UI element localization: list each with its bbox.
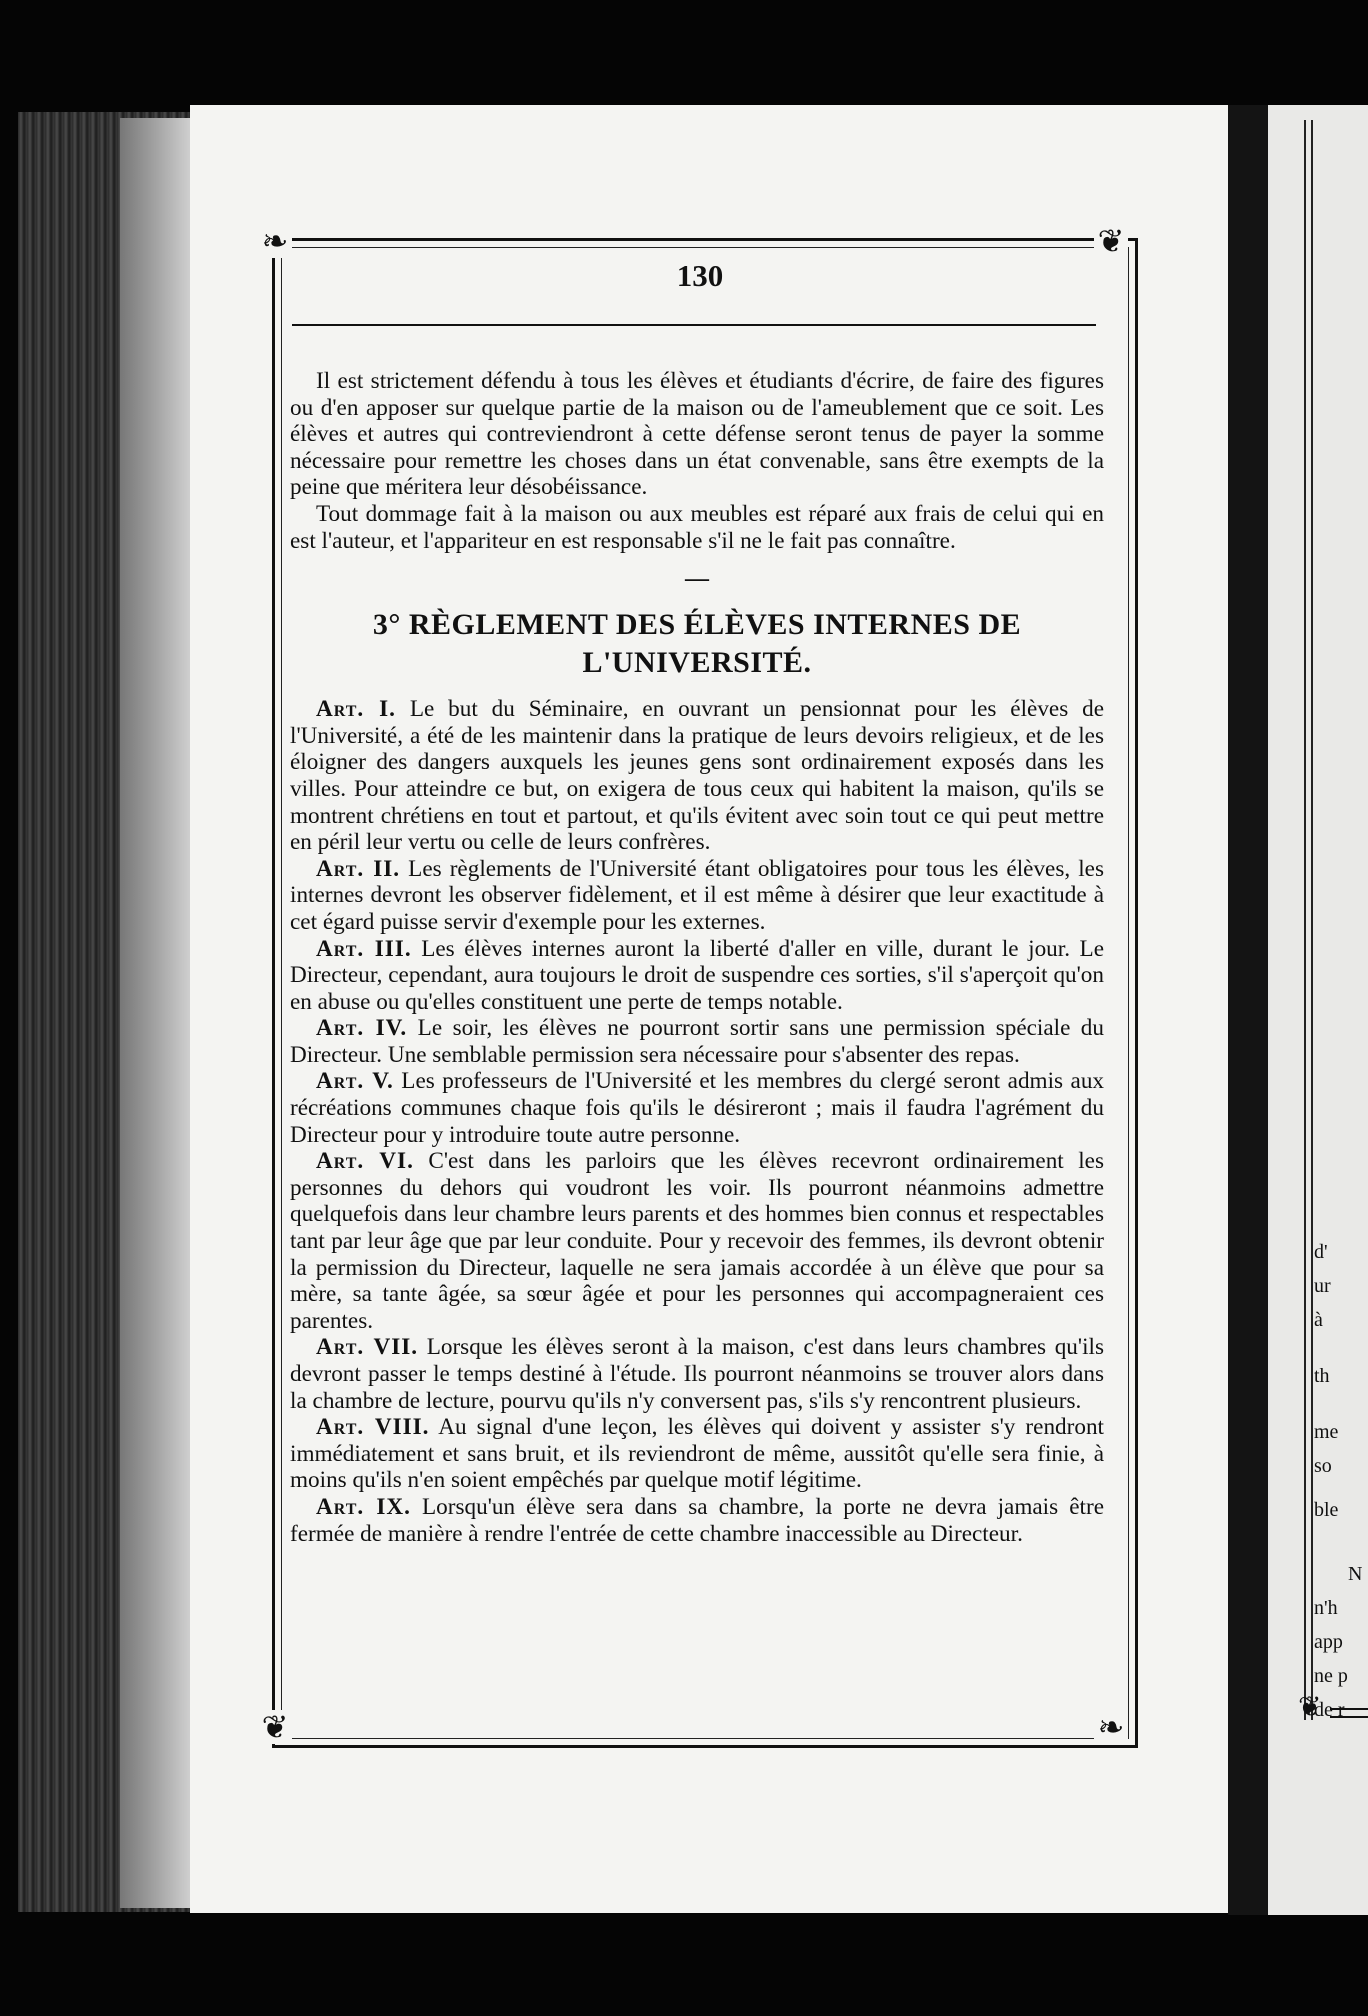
book-gutter <box>1228 105 1268 1915</box>
article-label: Art. II. <box>316 855 401 882</box>
paragraph: Il est strictement défendu à tous les élèves et étudiants d'écrire, de faire des figures ou d'en apposer sur quelque partie de la maison ou de l'ameublement que ce soit. Les élèves et autres qui contreviendront à cette défense seront tenus de payer la somme nécessaire pour remettre les choses dans un état convenable, sans être exempts de la peine que méritera leur désobéissance. <box>290 368 1104 501</box>
article-text: Les règlements de l'Université étant obligatoires pour tous les élèves, les internes devront les observer fidèlement, et il est même à désirer que leur exactitude à cet égard puisse servir d'exemple pour les externes. <box>290 855 1104 935</box>
page-body <box>290 368 1104 1547</box>
article-label: Art. V. <box>316 1068 394 1095</box>
facing-page-rule <box>1330 1708 1368 1718</box>
article <box>290 936 1104 1016</box>
page-stack-edge <box>120 118 190 1908</box>
fragment: d' <box>1314 1241 1328 1263</box>
article-text: Les professeurs de l'Université et les membres du clergé seront admis aux récréations communes chaque fois qu'ils le désireront ; mais il faudra l'agrément du Directeur pour y introduire toute autre personne. <box>290 1068 1105 1148</box>
facing-page-text-fragments <box>1314 1240 1368 1732</box>
fragment: app <box>1314 1631 1343 1653</box>
article <box>290 696 1104 856</box>
article-label: Art. IX. <box>316 1493 411 1520</box>
article-text: Le soir, les élèves ne pourront sortir sans une permission spéciale du Directeur. Une semblable permission sera nécessaire pour s'absenter des repas. <box>290 1015 1104 1068</box>
fragment: N <box>1348 1563 1363 1585</box>
article-text: Lorsqu'un élève sera dans sa chambre, la porte ne devra jamais être fermée de manière à rendre l'entrée de cette chambre inaccessible au Directeur. <box>290 1493 1105 1547</box>
article-label: Art. VIII. <box>316 1414 430 1441</box>
article-label: Art. IV. <box>316 1015 408 1042</box>
section-separator: — <box>685 566 709 593</box>
header-rule <box>292 324 1096 326</box>
fragment: so <box>1314 1455 1332 1477</box>
article-label: Art. VII. <box>316 1334 419 1361</box>
paragraph: Tout dommage fait à la maison ou aux meubles est réparé aux frais de celui qui en est l'auteur, et l'appariteur en est responsable s'il ne le fait pas connaître. <box>290 500 1104 554</box>
article <box>290 1494 1104 1547</box>
article <box>290 1414 1104 1494</box>
section-title <box>290 606 1104 682</box>
corner-ornament-icon: ❦ <box>258 1710 292 1744</box>
article <box>290 1015 1104 1068</box>
article-text: C'est dans les parloirs que les élèves recevront ordinairement les personnes du dehors qui voudront les voir. Ils pourront néanmoins admettre quelquefois dans leur chambre leurs parents et des hommes bien connus et respectables tant par leur âge que par leur conduite. Pour y recevoir des femmes, ils devront obtenir la permission du Directeur, laquelle ne sera jamais accordée à un élève que pour sa mère, sa tante âgée, sa sœur âgée et pour les personnes qui accompagneraient ces parentes. <box>290 1148 1104 1334</box>
corner-ornament-icon: ❧ <box>258 224 292 258</box>
fragment: ne p <box>1314 1665 1348 1687</box>
page-number: 130 <box>676 258 724 293</box>
article-text: Le but du Séminaire, en ouvrant un pensionnat pour les élèves de l'Université, a été de les maintenir dans la pratique de leurs devoirs religieux, et de les éloigner des dangers auxquels les jeunes gens sont ordinairement exposés dans les villes. Pour atteindre ce but, on exigera de tous ceux qui habitent la maison, qu'ils se montrent chrétiens en tout et partout, et qu'ils évitent avec soin tout ce qui peut mettre en péril leur vertu ou celle de leurs confrères. <box>290 696 1105 856</box>
article-label: Art. III. <box>316 935 412 962</box>
facing-corner-ornament-icon: ❦ <box>1298 1690 1322 1723</box>
fragment: me <box>1314 1421 1339 1443</box>
corner-ornament-icon: ❦ <box>1094 224 1128 258</box>
fragment: de r <box>1314 1699 1345 1721</box>
article <box>290 1068 1104 1148</box>
article <box>290 1334 1104 1414</box>
section-title-line: L'UNIVERSITÉ. <box>582 646 812 680</box>
fragment: ble <box>1314 1499 1339 1521</box>
article-label: Art. I. <box>316 696 396 723</box>
fragment: th <box>1314 1365 1330 1387</box>
article-text: Lorsque les élèves seront à la maison, c'est dans leurs chambres qu'ils devront passer le temps destiné à l'étude. Ils pourront néanmoins se trouver alors dans la chambre de lecture, pourvu qu'ils n'y conversent pas, s'ils s'y rencontrent plusieurs. <box>290 1334 1104 1414</box>
article <box>290 1148 1104 1334</box>
facing-page-frame <box>1304 120 1313 1720</box>
article <box>290 856 1104 936</box>
section-title-line: 3° RÈGLEMENT DES ÉLÈVES INTERNES DE <box>372 608 1022 642</box>
article-label: Art. VI. <box>316 1148 414 1175</box>
fragment: n'h <box>1314 1597 1338 1619</box>
fragment: à <box>1314 1309 1323 1331</box>
fragment: ur <box>1314 1275 1331 1297</box>
article-text: Au signal d'une leçon, les élèves qui doivent y assister s'y rendront immédiatement et sans bruit, et ils reviendront de même, aussitôt qu'elle sera finie, à moins qu'ils n'en soient empêchés par quelque motif légitime. <box>290 1414 1104 1494</box>
corner-ornament-icon: ❧ <box>1094 1710 1128 1744</box>
article-text: Les élèves internes auront la liberté d'aller en ville, durant le jour. Le Directeur, cependant, aura toujours le droit de suspendre ces sorties, s'il s'aperçoit qu'on en abuse ou qu'elles constituent une perte de temps notable. <box>290 935 1105 1015</box>
